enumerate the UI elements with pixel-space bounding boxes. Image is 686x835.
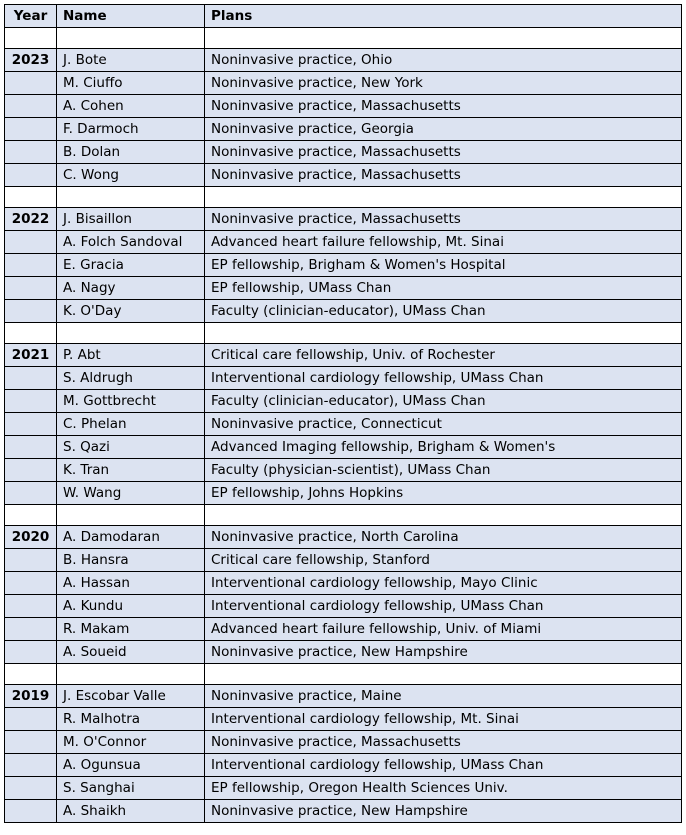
table-row xyxy=(5,731,682,754)
empty-cell xyxy=(57,28,205,49)
name-cell: B. Dolan xyxy=(57,141,205,164)
plans-cell: Faculty (physician-scientist), UMass Chan xyxy=(205,459,682,482)
name-cell: R. Makam xyxy=(57,618,205,641)
plans-cell: Noninvasive practice, Ohio xyxy=(205,49,682,72)
plans-cell: Critical care fellowship, Stanford xyxy=(205,549,682,572)
year-cell xyxy=(5,141,57,164)
year-spacer-row xyxy=(5,187,682,208)
plans-cell: Noninvasive practice, Massachusetts xyxy=(205,164,682,187)
empty-cell xyxy=(5,28,57,49)
empty-cell xyxy=(205,664,682,685)
name-cell: C. Phelan xyxy=(57,413,205,436)
empty-cell xyxy=(5,323,57,344)
year-cell xyxy=(5,800,57,823)
year-cell xyxy=(5,459,57,482)
plans-cell: Noninvasive practice, New Hampshire xyxy=(205,641,682,664)
name-cell: A. Hassan xyxy=(57,572,205,595)
table-row xyxy=(5,141,682,164)
empty-cell xyxy=(205,28,682,49)
year-cell xyxy=(5,731,57,754)
year-cell xyxy=(5,164,57,187)
plans-cell: Faculty (clinician-educator), UMass Chan xyxy=(205,390,682,413)
year-cell xyxy=(5,390,57,413)
empty-cell xyxy=(57,505,205,526)
name-cell: C. Wong xyxy=(57,164,205,187)
table-row xyxy=(5,459,682,482)
name-cell: M. Ciuffo xyxy=(57,72,205,95)
empty-cell xyxy=(5,187,57,208)
table-row xyxy=(5,436,682,459)
year-cell: 2023 xyxy=(5,49,57,72)
empty-cell xyxy=(205,505,682,526)
name-cell: M. Gottbrecht xyxy=(57,390,205,413)
plans-cell: Noninvasive practice, New Hampshire xyxy=(205,800,682,823)
year-cell xyxy=(5,436,57,459)
plans-cell: Noninvasive practice, Connecticut xyxy=(205,413,682,436)
plans-cell: Interventional cardiology fellowship, Mayo Clinic xyxy=(205,572,682,595)
year-cell: 2019 xyxy=(5,685,57,708)
name-cell: A. Nagy xyxy=(57,277,205,300)
year-column-header: Year xyxy=(5,5,57,28)
year-cell xyxy=(5,413,57,436)
name-cell: J. Bisaillon xyxy=(57,208,205,231)
empty-cell xyxy=(205,187,682,208)
table-row xyxy=(5,300,682,323)
plans-cell: Interventional cardiology fellowship, UMass Chan xyxy=(205,754,682,777)
name-cell: R. Malhotra xyxy=(57,708,205,731)
year-cell xyxy=(5,231,57,254)
plans-cell: Noninvasive practice, North Carolina xyxy=(205,526,682,549)
plans-column-header: Plans xyxy=(205,5,682,28)
year-spacer-row xyxy=(5,664,682,685)
plans-cell: EP fellowship, UMass Chan xyxy=(205,277,682,300)
year-cell xyxy=(5,118,57,141)
table-row xyxy=(5,482,682,505)
header-row xyxy=(5,5,682,28)
table-row xyxy=(5,641,682,664)
name-cell: B. Hansra xyxy=(57,549,205,572)
year-cell xyxy=(5,300,57,323)
plans-cell: Advanced heart failure fellowship, Univ. of Miami xyxy=(205,618,682,641)
name-cell: A. Damodaran xyxy=(57,526,205,549)
table-row xyxy=(5,164,682,187)
year-cell xyxy=(5,618,57,641)
year-cell: 2021 xyxy=(5,344,57,367)
table-row xyxy=(5,526,682,549)
name-cell: K. O'Day xyxy=(57,300,205,323)
plans-cell: Advanced Imaging fellowship, Brigham & Women's xyxy=(205,436,682,459)
name-cell: A. Cohen xyxy=(57,95,205,118)
table-row xyxy=(5,595,682,618)
year-cell xyxy=(5,549,57,572)
plans-cell: Noninvasive practice, Maine xyxy=(205,685,682,708)
year-cell xyxy=(5,572,57,595)
table-row xyxy=(5,413,682,436)
table-row xyxy=(5,231,682,254)
name-cell: J. Bote xyxy=(57,49,205,72)
table-row xyxy=(5,572,682,595)
plans-cell: EP fellowship, Brigham & Women's Hospital xyxy=(205,254,682,277)
plans-cell: EP fellowship, Johns Hopkins xyxy=(205,482,682,505)
name-cell: A. Ogunsua xyxy=(57,754,205,777)
name-cell: A. Shaikh xyxy=(57,800,205,823)
table-row xyxy=(5,754,682,777)
year-cell xyxy=(5,754,57,777)
graduates-table-body xyxy=(5,28,682,823)
name-cell: J. Escobar Valle xyxy=(57,685,205,708)
year-cell xyxy=(5,708,57,731)
plans-cell: Interventional cardiology fellowship, UMass Chan xyxy=(205,595,682,618)
table-row xyxy=(5,72,682,95)
name-cell: S. Sanghai xyxy=(57,777,205,800)
year-cell xyxy=(5,777,57,800)
plans-cell: Faculty (clinician-educator), UMass Chan xyxy=(205,300,682,323)
empty-cell xyxy=(205,323,682,344)
table-row xyxy=(5,118,682,141)
name-cell: A. Folch Sandoval xyxy=(57,231,205,254)
table-row xyxy=(5,208,682,231)
year-cell xyxy=(5,367,57,390)
table-row xyxy=(5,254,682,277)
table-row xyxy=(5,344,682,367)
name-cell: E. Gracia xyxy=(57,254,205,277)
plans-cell: Interventional cardiology fellowship, UMass Chan xyxy=(205,367,682,390)
plans-cell: Noninvasive practice, Massachusetts xyxy=(205,95,682,118)
table-row xyxy=(5,549,682,572)
table-row xyxy=(5,800,682,823)
name-cell: M. O'Connor xyxy=(57,731,205,754)
year-spacer-row xyxy=(5,323,682,344)
year-cell: 2022 xyxy=(5,208,57,231)
table-row xyxy=(5,618,682,641)
empty-cell xyxy=(57,323,205,344)
year-cell: 2020 xyxy=(5,526,57,549)
plans-cell: Noninvasive practice, Massachusetts xyxy=(205,731,682,754)
empty-cell xyxy=(57,664,205,685)
plans-cell: Noninvasive practice, New York xyxy=(205,72,682,95)
year-cell xyxy=(5,595,57,618)
table-row xyxy=(5,49,682,72)
name-cell: S. Aldrugh xyxy=(57,367,205,390)
name-cell: F. Darmoch xyxy=(57,118,205,141)
year-cell xyxy=(5,95,57,118)
table-row xyxy=(5,95,682,118)
name-cell: A. Soueid xyxy=(57,641,205,664)
empty-cell xyxy=(5,505,57,526)
plans-cell: Advanced heart failure fellowship, Mt. Sinai xyxy=(205,231,682,254)
plans-cell: Noninvasive practice, Massachusetts xyxy=(205,141,682,164)
empty-cell xyxy=(5,664,57,685)
year-cell xyxy=(5,482,57,505)
empty-cell xyxy=(57,187,205,208)
plans-cell: Interventional cardiology fellowship, Mt. Sinai xyxy=(205,708,682,731)
table-row xyxy=(5,367,682,390)
name-cell: K. Tran xyxy=(57,459,205,482)
table-row xyxy=(5,685,682,708)
plans-cell: EP fellowship, Oregon Health Sciences Univ. xyxy=(205,777,682,800)
table-row xyxy=(5,277,682,300)
year-spacer-row xyxy=(5,28,682,49)
year-cell xyxy=(5,254,57,277)
name-cell: A. Kundu xyxy=(57,595,205,618)
table-row xyxy=(5,708,682,731)
plans-cell: Critical care fellowship, Univ. of Rochester xyxy=(205,344,682,367)
graduates-table xyxy=(4,4,682,823)
name-column-header: Name xyxy=(57,5,205,28)
name-cell: W. Wang xyxy=(57,482,205,505)
plans-cell: Noninvasive practice, Georgia xyxy=(205,118,682,141)
year-cell xyxy=(5,72,57,95)
year-cell xyxy=(5,277,57,300)
year-cell xyxy=(5,641,57,664)
name-cell: P. Abt xyxy=(57,344,205,367)
table-row xyxy=(5,390,682,413)
plans-cell: Noninvasive practice, Massachusetts xyxy=(205,208,682,231)
year-spacer-row xyxy=(5,505,682,526)
table-row xyxy=(5,777,682,800)
name-cell: S. Qazi xyxy=(57,436,205,459)
